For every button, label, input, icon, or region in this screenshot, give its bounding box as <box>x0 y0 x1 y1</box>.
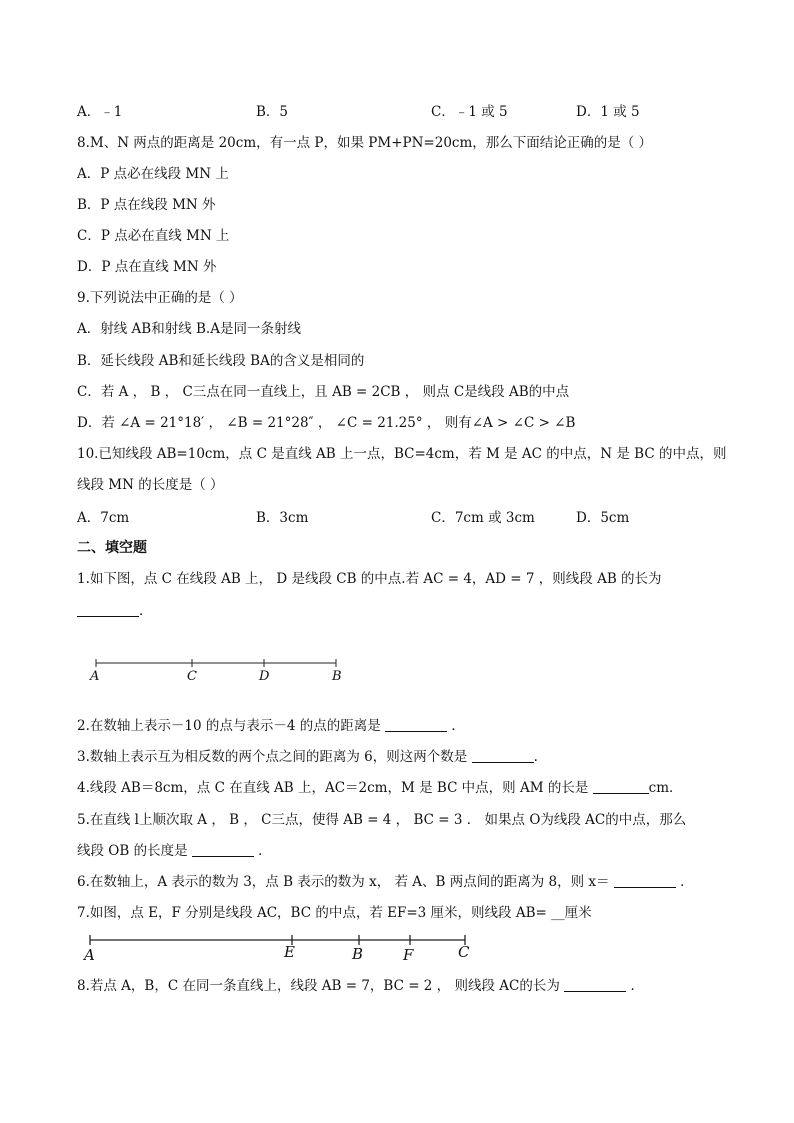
q7-option-d: D．1 或 5 <box>576 104 640 120</box>
q8-option-a: A．P 点必在线段 MN 上 <box>77 166 229 182</box>
q8-option-b: B．P 点在线段 MN 外 <box>77 197 216 213</box>
fill-q1-line1: 1.如下图，点 C 在线段 AB 上， D 是线段 CB 的中点.若 AC = 4，AD = 7 ，则线段 AB 的长为 <box>77 571 662 587</box>
q10-stem-line1: 10.已知线段 AB=10cm，点 C 是直线 AB 上一点，BC=4cm，若 M 是 AC 的中点，N 是 BC 的中点，则 <box>77 446 727 462</box>
fill-q2 <box>77 716 465 736</box>
answer-blank[interactable] <box>385 717 447 732</box>
answer-blank[interactable] <box>614 873 676 888</box>
q10-stem-line2: 线段 MN 的长度是（ ） <box>77 477 224 493</box>
section-title-fill-in: 二、填空题 <box>77 540 147 556</box>
q9-stem: 9.下列说法中正确的是（ ） <box>77 290 243 306</box>
fig2-label-a: A <box>84 946 95 964</box>
fill-q4-end: cm． <box>648 780 683 796</box>
fill-q3-end: . <box>533 749 538 765</box>
q8-option-d: D．P 点在直线 MN 外 <box>77 259 217 275</box>
fill-q6-text: 6.在数轴上，A 表示的数为 3，点 B 表示的数为 x， 若 A、B 两点间的距离为 8，则 x＝ <box>77 874 610 890</box>
fig1-label-c: C <box>187 669 197 684</box>
fig1-label-a: A <box>90 669 100 684</box>
fig1-label-d: D <box>259 669 270 684</box>
q8-option-c: C．P 点必在直线 MN 上 <box>77 228 230 244</box>
q9-option-c: C．若 A ， B ， C三点在同一直线上，且 AB = 2CB ， 则点 C是线段 AB的中点 <box>77 384 570 400</box>
fig2-label-b: B <box>352 945 364 963</box>
fill-q6 <box>77 872 694 892</box>
answer-blank[interactable] <box>192 842 254 857</box>
q10-option-d: D．5cm <box>576 510 630 526</box>
fill-q8 <box>77 976 644 996</box>
answer-blank[interactable] <box>593 779 649 794</box>
answer-blank[interactable] <box>472 748 534 763</box>
q7-option-b: B．5 <box>256 104 289 120</box>
fill-q3-text: 3.数轴上表示互为相反数的两个点之间的距离为 6，则这两个数是 <box>77 749 468 765</box>
fill-q8-end: ． <box>630 978 644 994</box>
fill-q4-text: 4.线段 AB＝8cm，点 C 在直线 AB 上，AC＝2cm，M 是 BC 中点，则 AM 的长是 <box>77 780 589 796</box>
fill-q3 <box>77 747 538 767</box>
q10-option-c: C．7cm 或 3cm <box>431 510 535 526</box>
fill-q7: 7.如图，点 E，F 分别是线段 AC，BC 的中点，若 EF=3 厘米，则线段 AB= __厘米 <box>77 905 592 921</box>
fig1-label-b: B <box>332 669 342 684</box>
q9-option-a: A．射线 AB和射线 B.A是同一条射线 <box>77 321 301 337</box>
fill-q4 <box>77 778 683 798</box>
fill-q6-end: ． <box>680 874 694 890</box>
fill-q5-text: 线段 OB 的长度是 <box>77 843 188 859</box>
q7-option-c: C．﹣1 或 5 <box>431 104 508 120</box>
q8-stem: 8.M、N 两点的距离是 20cm，有一点 P，如果 PM+PN=20cm，那么下面结论正确的是（ ） <box>77 135 653 151</box>
q9-option-b: B．延长线段 AB和延长线段 BA的含义是相同的 <box>77 353 365 369</box>
fill-q5-line1: 5.在直线 l上顺次取 A ， B ， C三点，使得 AB = 4 ， BC = 3 ． 如果点 O为线段 AC的中点，那么 <box>77 812 687 828</box>
fill-q2-text: 2.在数轴上表示－10 的点与表示－4 的点的距离是 <box>77 718 381 734</box>
fig2-label-f: F <box>403 946 414 964</box>
fill-q5-line2 <box>77 841 272 861</box>
q10-option-a: A．7cm <box>77 510 130 526</box>
answer-blank[interactable] <box>564 977 626 992</box>
fill-q8-text: 8.若点 A，B，C 在同一条直线上，线段 AB = 7，BC = 2 ， 则线段 AC的长为 <box>77 978 560 994</box>
q9-option-d: D．若 ∠A = 21°18′ ， ∠B = 21°28″ ， ∠C = 21.25° ， 则有∠A > ∠C > ∠B <box>77 415 576 431</box>
fill-q2-end: ． <box>451 718 465 734</box>
q10-option-b: B．3cm <box>256 510 309 526</box>
fill-q1-end: ． <box>139 603 153 619</box>
fig2-label-c: C <box>458 943 470 961</box>
q7-option-a: A．﹣1 <box>77 104 123 120</box>
fill-q5-end: ． <box>258 843 272 859</box>
fig2-label-e: E <box>284 943 295 961</box>
